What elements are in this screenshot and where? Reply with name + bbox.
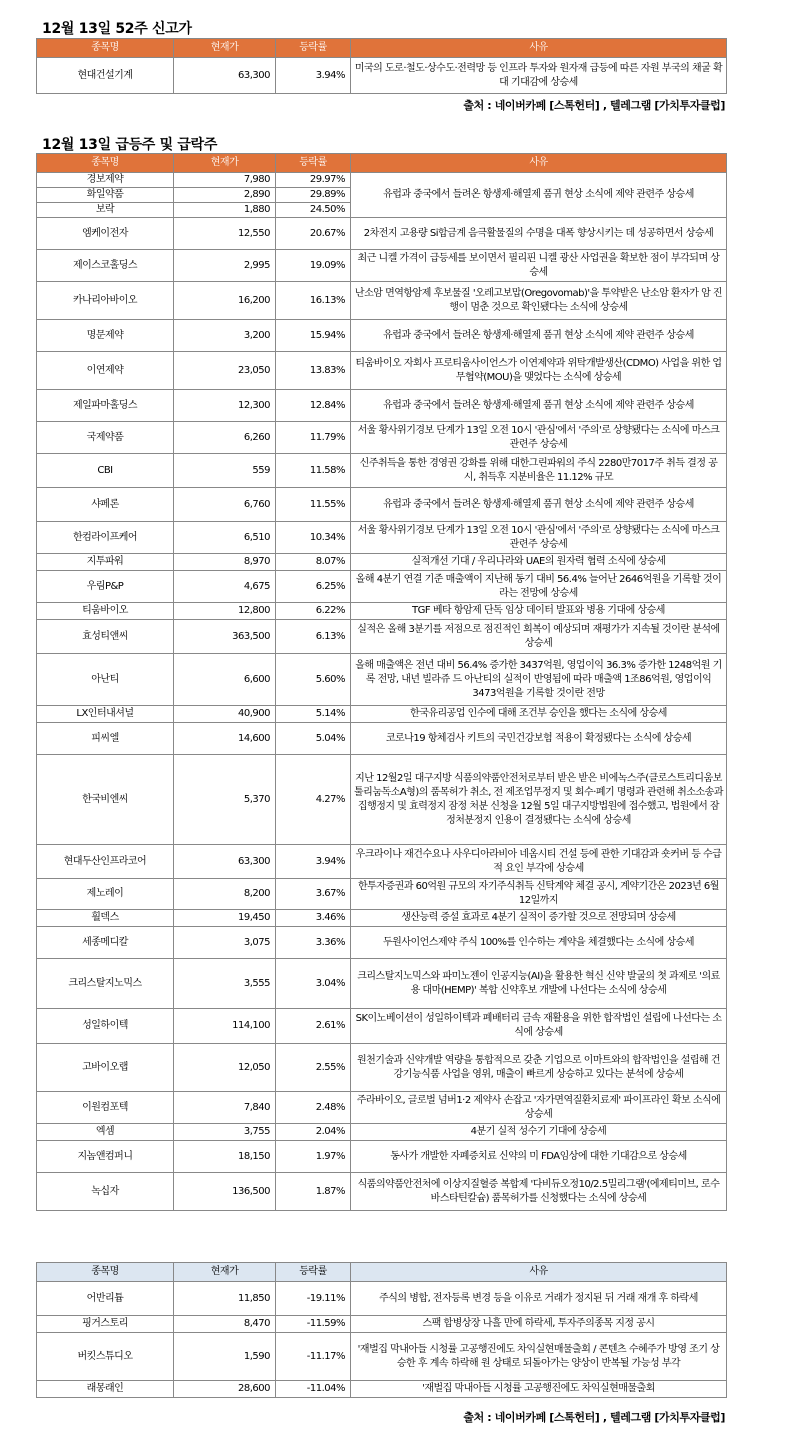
plunge-table <box>36 1262 727 1398</box>
stock-name: 성일하이텍 <box>37 1009 174 1044</box>
stock-change: 2.61% <box>276 1009 351 1044</box>
stock-name: 국제약품 <box>37 422 174 454</box>
stock-change: -11.59% <box>276 1316 351 1333</box>
stock-name: 아난티 <box>37 654 174 706</box>
table-row <box>37 1381 727 1398</box>
stock-name: 피씨엘 <box>37 723 174 755</box>
stock-reason: 올해 4분기 연결 기준 매출액이 지난해 동기 대비 56.4% 늘어난 2646억원을 기록할 것이라는 전망에 상승세 <box>351 571 727 603</box>
stock-reason: 우크라이나 재건수요나 사우디아라비아 네옴시티 건설 등에 관한 기대감과 숏커버 등 수급적 요인 부각에 상승세 <box>351 845 727 879</box>
table-row <box>37 173 727 188</box>
header-price: 현재가 <box>174 1263 276 1282</box>
stock-change: 15.94% <box>276 320 351 352</box>
stock-price: 559 <box>174 454 276 488</box>
header-name: 종목명 <box>37 39 174 58</box>
table-row <box>37 603 727 620</box>
table-row <box>37 1173 727 1211</box>
stock-reason: 지난 12월2일 대구지방 식품의약품안전처로부터 받은 받은 비에녹스주(클로스트리디움보툴리눔독소A형)의 품목허가 취소, 전 제조업무정지 및 회수·폐기 명령과 관련해 취소소송과 집행정지 및 효력정지 잠정 처분 신청을 12월 5일 대구지방법원에 접수했고, 법원에서 잠정처분정지 인용이 결정됐다는 소식에 상승세 <box>351 755 727 845</box>
stock-reason: 유럽과 중국에서 들려온 항생제·해열제 품귀 현상 소식에 제약 관련주 상승세 <box>351 488 727 522</box>
stock-change: 29.97% <box>276 173 351 188</box>
header-price: 현재가 <box>174 39 276 58</box>
stock-name: 어반리튬 <box>37 1282 174 1316</box>
stock-change: 6.13% <box>276 620 351 654</box>
stock-price: 7,840 <box>174 1092 276 1124</box>
stock-price: 136,500 <box>174 1173 276 1211</box>
stock-reason: 최근 니켈 가격이 급등세를 보이면서 필리핀 니켈 광산 사업권을 확보한 점이 부각되며 상승세 <box>351 250 727 282</box>
stock-reason: 두원사이언스제약 주식 100%를 인수하는 계약을 체결했다는 소식에 상승세 <box>351 927 727 959</box>
stock-name: 엑셈 <box>37 1124 174 1141</box>
stock-reason: 유럽과 중국에서 들려온 항생제·해열제 품귀 현상 소식에 제약 관련주 상승세 <box>351 173 727 218</box>
stock-name: 크리스탈지노믹스 <box>37 959 174 1009</box>
table-row <box>37 554 727 571</box>
stock-change: 11.55% <box>276 488 351 522</box>
stock-name: 보락 <box>37 203 174 218</box>
stock-change: 24.50% <box>276 203 351 218</box>
stock-name: 한컴라이프케어 <box>37 522 174 554</box>
header-name: 종목명 <box>37 1263 174 1282</box>
stock-reason: '재벌집 막내아들 시청률 고공행진에도 차익실현매물출회 <box>351 1381 727 1398</box>
stock-change: 2.48% <box>276 1092 351 1124</box>
stock-change: 3.36% <box>276 927 351 959</box>
table-row <box>37 522 727 554</box>
stock-change: 5.60% <box>276 654 351 706</box>
table-row <box>37 1282 727 1316</box>
table-row <box>37 1124 727 1141</box>
table-row <box>37 250 727 282</box>
stock-price: 8,470 <box>174 1316 276 1333</box>
stock-price: 1,590 <box>174 1333 276 1381</box>
stock-name: LX인터내셔널 <box>37 706 174 723</box>
stock-change: 1.97% <box>276 1141 351 1173</box>
table-row <box>37 352 727 390</box>
stock-reason: 스팩 합병상장 나흘 만에 하락세, 투자주의종목 지정 공시 <box>351 1316 727 1333</box>
stock-change: 1.87% <box>276 1173 351 1211</box>
stock-price: 3,075 <box>174 927 276 959</box>
stock-name: 한국비엔씨 <box>37 755 174 845</box>
surge-table <box>36 153 727 1211</box>
stock-price: 8,200 <box>174 879 276 910</box>
stock-change: 4.27% <box>276 755 351 845</box>
stock-change: 2.55% <box>276 1044 351 1092</box>
stock-price: 6,760 <box>174 488 276 522</box>
header-change: 등락률 <box>276 1263 351 1282</box>
stock-reason: 실적은 올해 3분기를 저점으로 점진적인 회복이 예상되며 재평가가 지속될 것이란 분석에 상승세 <box>351 620 727 654</box>
stock-name: 현대두산인프라코어 <box>37 845 174 879</box>
stock-price: 3,555 <box>174 959 276 1009</box>
stock-price: 6,600 <box>174 654 276 706</box>
table-row <box>37 58 727 94</box>
stock-change: -11.04% <box>276 1381 351 1398</box>
stock-reason: 올해 매출액은 전년 대비 56.4% 증가한 3437억원, 영업이익 36.3% 증가한 1248억원 기록 전망, 내년 빌라쥬 드 아난티의 실적이 반영됨에 따라 매출액 1조86억원, 영업이익 3473억원을 기록할 것이란 전망 <box>351 654 727 706</box>
stock-reason: 난소암 면역항암제 후보물질 '오레고보맙(Oregovomab)'을 투약받은 난소암 환자가 암 진행이 멈춘 것으로 확인됐다는 소식에 상승세 <box>351 282 727 320</box>
table-row <box>37 959 727 1009</box>
stock-reason: 서울 황사위기경보 단계가 13일 오전 10시 '관심'에서 '주의'로 상향됐다는 소식에 마스크 관련주 상승세 <box>351 422 727 454</box>
stock-price: 7,980 <box>174 173 276 188</box>
stock-price: 23,050 <box>174 352 276 390</box>
stock-name: 버킷스튜디오 <box>37 1333 174 1381</box>
stock-price: 6,260 <box>174 422 276 454</box>
table-row <box>37 910 727 927</box>
stock-reason: 2차전지 고용량 Si합금계 음극활물질의 수명을 대폭 향상시키는 데 성공하면서 상승세 <box>351 218 727 250</box>
stock-change: 29.89% <box>276 188 351 203</box>
stock-change: 6.25% <box>276 571 351 603</box>
header-change: 등락률 <box>276 39 351 58</box>
stock-price: 12,300 <box>174 390 276 422</box>
table-row <box>37 927 727 959</box>
stock-name: 지투파워 <box>37 554 174 571</box>
header-reason: 사유 <box>351 1263 727 1282</box>
stock-reason: '재벌집 막내아들 시청률 고공행진에도 차익실현매물출회 / 콘텐츠 수혜주가 방영 조기 상승한 후 계속 하락해 원 상태로 되돌아가는 양상이 반복될 가능성 부각 <box>351 1333 727 1381</box>
stock-change: -11.17% <box>276 1333 351 1381</box>
stock-reason: 주식의 병합, 전자등록 변경 등을 이유로 거래가 정지된 뒤 거래 재개 후 하락세 <box>351 1282 727 1316</box>
table-row <box>37 571 727 603</box>
stock-change: 20.67% <box>276 218 351 250</box>
stock-name: 우림P&P <box>37 571 174 603</box>
table-row <box>37 218 727 250</box>
stock-reason: 주라바이오, 글로벌 넘버1·2 제약사 손잡고 '자가면역질환치료제' 파이프라인 확보 소식에 상승세 <box>351 1092 727 1124</box>
table-row <box>37 390 727 422</box>
stock-change: 3.67% <box>276 879 351 910</box>
stock-change: 13.83% <box>276 352 351 390</box>
table-row <box>37 706 727 723</box>
stock-name: 래몽래인 <box>37 1381 174 1398</box>
table-row <box>37 845 727 879</box>
stock-name: 화일약품 <box>37 188 174 203</box>
stock-price: 5,370 <box>174 755 276 845</box>
stock-price: 6,510 <box>174 522 276 554</box>
stock-price: 2,995 <box>174 250 276 282</box>
stock-price: 14,600 <box>174 723 276 755</box>
stock-name: 휠덱스 <box>37 910 174 927</box>
stock-name: 카나리아바이오 <box>37 282 174 320</box>
stock-name: 녹십자 <box>37 1173 174 1211</box>
stock-reason: TGF 베타 항암제 단독 임상 데이터 발표와 병용 기대에 상승세 <box>351 603 727 620</box>
stock-change: 8.07% <box>276 554 351 571</box>
stock-name: 이연제약 <box>37 352 174 390</box>
source-note-2: 출처 : 네이버카페 [스톡헌터] , 텔레그램 [가치투자클럽] <box>463 1411 725 1424</box>
stock-price: 4,675 <box>174 571 276 603</box>
stock-price: 3,755 <box>174 1124 276 1141</box>
table-row <box>37 620 727 654</box>
table-row <box>37 1092 727 1124</box>
header-reason: 사유 <box>351 154 727 173</box>
stock-price: 114,100 <box>174 1009 276 1044</box>
stock-reason: 티움바이오 자회사 프로티움사이언스가 이연제약과 위탁개발생산(CDMO) 사업을 위한 업무협약(MOU)을 맺었다는 소식에 상승세 <box>351 352 727 390</box>
stock-name: 현대건설기계 <box>37 58 174 94</box>
stock-price: 12,800 <box>174 603 276 620</box>
stock-price: 363,500 <box>174 620 276 654</box>
table-row <box>37 320 727 352</box>
stock-name: 티움바이오 <box>37 603 174 620</box>
table-row <box>37 488 727 522</box>
stock-price: 2,890 <box>174 188 276 203</box>
stock-reason: 서울 황사위기경보 단계가 13일 오전 10시 '관심'에서 '주의'로 상향됐다는 소식에 마스크 관련주 상승세 <box>351 522 727 554</box>
stock-price: 63,300 <box>174 58 276 94</box>
section1-title: 12월 13일 52주 신고가 <box>42 21 192 37</box>
stock-name: CBI <box>37 454 174 488</box>
table-row <box>37 879 727 910</box>
stock-reason: 생산능력 증설 효과로 4분기 실적이 증가할 것으로 전망되며 상승세 <box>351 910 727 927</box>
table-row <box>37 755 727 845</box>
stock-change: 6.22% <box>276 603 351 620</box>
table-row <box>37 1009 727 1044</box>
stock-reason: 크리스탈지노믹스와 파미노젠이 인공지능(AI)을 활용한 혁신 신약 발굴의 첫 과제로 '의료용 대마(HEMP)' 복합 신약후보 개발에 나선다는 소식에 상승세 <box>351 959 727 1009</box>
stock-price: 8,970 <box>174 554 276 571</box>
stock-reason: 유럽과 중국에서 들려온 항생제·해열제 품귀 현상 소식에 제약 관련주 상승세 <box>351 390 727 422</box>
stock-price: 3,200 <box>174 320 276 352</box>
header-price: 현재가 <box>174 154 276 173</box>
stock-name: 세종메디칼 <box>37 927 174 959</box>
stock-change: 10.34% <box>276 522 351 554</box>
source-note-1: 출처 : 네이버카페 [스톡헌터] , 텔레그램 [가치투자클럽] <box>463 99 725 112</box>
stock-change: 19.09% <box>276 250 351 282</box>
stock-name: 엠케이전자 <box>37 218 174 250</box>
stock-change: 2.04% <box>276 1124 351 1141</box>
stock-reason: 실적개선 기대 / 우리나라와 UAE의 원자력 협력 소식에 상승세 <box>351 554 727 571</box>
stock-reason: SK이노베이션이 성일하이텍과 폐배터리 금속 재활용을 위한 합작법인 설립에 나선다는 소식에 상승세 <box>351 1009 727 1044</box>
stock-name: 핑거스토리 <box>37 1316 174 1333</box>
stock-name: 제일파마홀딩스 <box>37 390 174 422</box>
stock-change: 12.84% <box>276 390 351 422</box>
stock-change: 3.04% <box>276 959 351 1009</box>
stock-price: 11,850 <box>174 1282 276 1316</box>
stock-reason: 미국의 도로·철도·상수도·전력망 등 인프라 투자와 원자재 급등에 따른 자원 부국의 채굴 확대 기대감에 상승세 <box>351 58 727 94</box>
stock-name: 효성티앤씨 <box>37 620 174 654</box>
stock-price: 12,050 <box>174 1044 276 1092</box>
stock-change: 11.58% <box>276 454 351 488</box>
header-name: 종목명 <box>37 154 174 173</box>
section2-title: 12월 13일 급등주 및 급락주 <box>42 137 218 153</box>
stock-reason: 한국유리공업 인수에 대해 조건부 승인을 했다는 소식에 상승세 <box>351 706 727 723</box>
stock-price: 12,550 <box>174 218 276 250</box>
stock-price: 16,200 <box>174 282 276 320</box>
table-row <box>37 1141 727 1173</box>
stock-name: 명문제약 <box>37 320 174 352</box>
stock-price: 1,880 <box>174 203 276 218</box>
table-row <box>37 282 727 320</box>
stock-name: 제이스코홀딩스 <box>37 250 174 282</box>
stock-change: 3.94% <box>276 845 351 879</box>
stock-reason: 원천기술과 신약개발 역량을 통합적으로 갖춘 기업으로 이마트와의 합작법인을 설립해 건강기능식품 사업을 영위, 매출이 빠르게 상승하고 있다는 분석에 상승세 <box>351 1044 727 1092</box>
stock-change: 5.04% <box>276 723 351 755</box>
stock-reason: 식품의약품안전처에 이상지질혈증 복합제 '다비듀오정10/2.5밀리그램'(에제티미브, 로수바스타틴칼슘) 품목허가를 신청했다는 소식에 상승세 <box>351 1173 727 1211</box>
stock-name: 고바이오랩 <box>37 1044 174 1092</box>
table-row <box>37 422 727 454</box>
stock-name: 샤페론 <box>37 488 174 522</box>
stock-name: 경보제약 <box>37 173 174 188</box>
stock-price: 18,150 <box>174 1141 276 1173</box>
table-row <box>37 1316 727 1333</box>
stock-change: 3.94% <box>276 58 351 94</box>
table-row <box>37 454 727 488</box>
stock-price: 28,600 <box>174 1381 276 1398</box>
stock-reason: 동사가 개발한 자폐증치료 신약의 미 FDA임상에 대한 기대감으로 상승세 <box>351 1141 727 1173</box>
table-row <box>37 654 727 706</box>
stock-price: 19,450 <box>174 910 276 927</box>
stock-name: 지놈앤컴퍼니 <box>37 1141 174 1173</box>
stock-change: 3.46% <box>276 910 351 927</box>
stock-change: 11.79% <box>276 422 351 454</box>
stock-change: -19.11% <box>276 1282 351 1316</box>
table-row <box>37 1044 727 1092</box>
stock-reason: 4분기 실적 성수기 기대에 상승세 <box>351 1124 727 1141</box>
stock-reason: 신주취득을 통한 경영권 강화를 위해 대한그린파워의 주식 2280만7017주 취득 결정 공시, 취득후 지분비율은 11.12% 규모 <box>351 454 727 488</box>
stock-price: 63,300 <box>174 845 276 879</box>
table-row <box>37 1333 727 1381</box>
header-change: 등락률 <box>276 154 351 173</box>
stock-reason: 한투자증권과 60억원 규모의 자기주식취득 신탁계약 체결 공시, 계약기간은 2023년 6월 12일까지 <box>351 879 727 910</box>
header-reason: 사유 <box>351 39 727 58</box>
stock-change: 16.13% <box>276 282 351 320</box>
stock-change: 5.14% <box>276 706 351 723</box>
stock-reason: 유럽과 중국에서 들려온 항생제·해열제 품귀 현상 소식에 제약 관련주 상승세 <box>351 320 727 352</box>
new-high-table <box>36 38 727 94</box>
stock-name: 제노레이 <box>37 879 174 910</box>
stock-name: 이원컴포텍 <box>37 1092 174 1124</box>
stock-reason: 코로나19 항체검사 키트의 국민건강보험 적용이 확정됐다는 소식에 상승세 <box>351 723 727 755</box>
table-row <box>37 723 727 755</box>
stock-price: 40,900 <box>174 706 276 723</box>
